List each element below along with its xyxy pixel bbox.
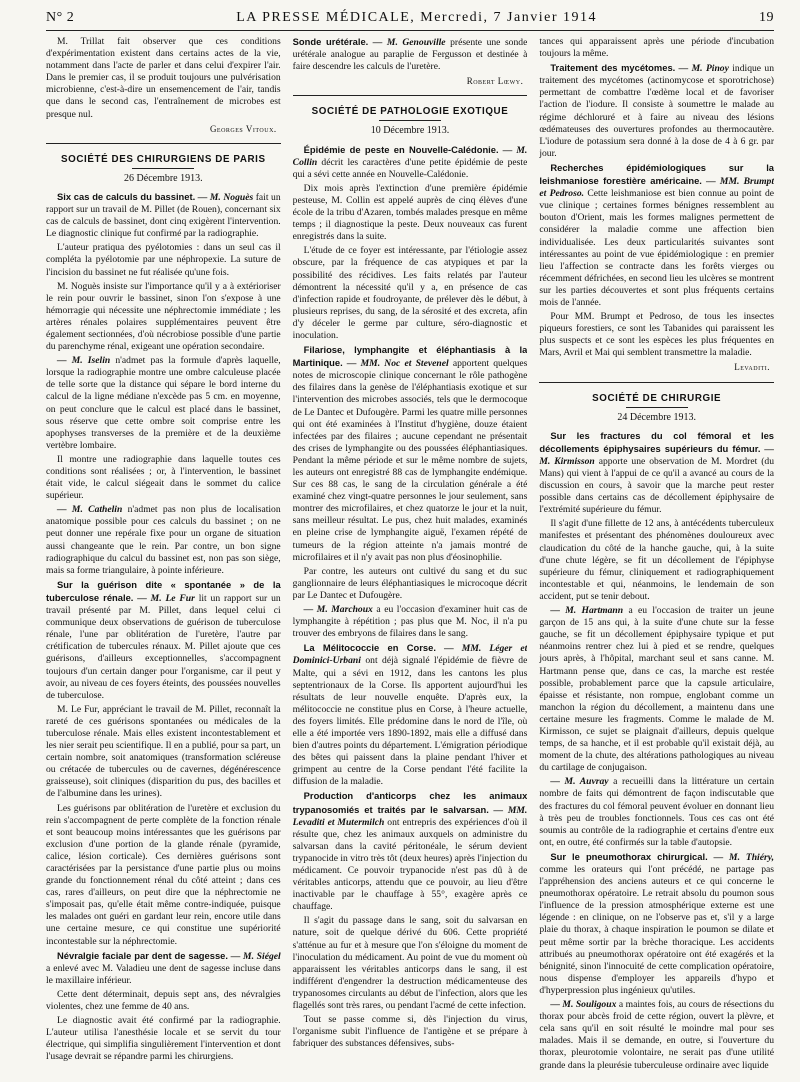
author: — MM. Brumpt et Pedroso. bbox=[539, 176, 774, 200]
article-paragraph bbox=[539, 999, 774, 1072]
section-title: SOCIÉTÉ DE PATHOLOGIE EXOTIQUE bbox=[311, 106, 509, 118]
article-paragraph bbox=[293, 642, 528, 788]
author: — M. Thiéry, bbox=[713, 851, 775, 863]
article-paragraph bbox=[539, 605, 774, 774]
article-paragraph bbox=[46, 950, 281, 987]
article-heading: Traitement des mycétomes. bbox=[550, 62, 676, 74]
paragraph: M. Trillat fait observer que ces conditions d'expérimentation existent dans certains actes de la vie, notamment dans l'acte de parler et dans celui d'expirer l'air. Dans le premier cas, il se produit toujours une pulvérisation microbienne, c'est-à-dire un ensemencement de l'air, tandis que dans le second cas, l'entraînement de microbes est presque nul. bbox=[46, 36, 281, 120]
article-text: lit un rapport sur un travail présenté par M. Pillet, dans lequel celui ci communique deux observations de guérison de tuberculose rénale, l'une par oblitération de l'uretère, l'autre par crétification de tubercules rénaux. M. Pillet ajoute que ces guérisons, d'ailleurs exceptionnelles, s'accompagnent toujours d'un certain danger pour l'organisme, car il peut y avoir, au niveau de ces foyers éteints, des poussées nouvelles de tuberculose. bbox=[46, 592, 281, 701]
article-text: a maintes fois, au cours de résections du thorax pour abcès froid de cette région, ouvert la plèvre, et cela sans qu'il en soit résulté le moindre mal pour ses malades. Mais il se demande, en outre, si l'ouverture du thorax, pleurotomie volontaire, ne serait pas d'une utilité grande dans la pleurésie tuberculeuse ordinaire avec liquide bbox=[539, 999, 775, 1071]
section-date: 26 Décembre 1913. bbox=[124, 172, 203, 184]
article-paragraph bbox=[46, 579, 281, 702]
author: — M. Pinoy bbox=[678, 63, 729, 75]
paragraph: Il montre une radiographie dans laquelle toutes ces conditions sont réalisées ; or, à l'intervention, le bassinet était vide, le calcul siégeait dans le sommet du calice supérieur. bbox=[46, 453, 281, 502]
article-heading: Épidémie de peste en Nouvelle-Calédonie. bbox=[303, 143, 499, 155]
article-paragraph bbox=[293, 344, 528, 564]
article-paragraph bbox=[293, 790, 528, 913]
article-paragraph bbox=[539, 62, 774, 160]
author: — M. Collin bbox=[292, 144, 528, 168]
author: — M. Siégel bbox=[230, 950, 281, 962]
article-paragraph bbox=[46, 504, 281, 577]
section-date: 10 Décembre 1913. bbox=[370, 125, 450, 137]
article-heading: Filariose, lymphangite et éléphantiasis à la Martinique. bbox=[292, 344, 528, 369]
signature: Georges Vitoux. bbox=[209, 123, 277, 134]
section-title: SOCIÉTÉ DES CHIRURGIENS DE PARIS bbox=[61, 153, 266, 165]
author: — MM. Noc et Stevenel bbox=[346, 358, 449, 370]
section-date: 24 Décembre 1913. bbox=[617, 411, 696, 423]
paragraph: Les guérisons par oblitération de l'uretère et exclusion du rein s'accompagnent de perte complète de la fonction rénale et sont beaucoup moins intéressantes que les guérisons par exclusion d'une portion de la glande rénale (pyramide, calice, lésion corticale). Ces dernières guérisons sont caractérisées par la persistance d'une partie plus ou moins grande du fonctionnement rénal du côté atteint ; dans ces cas, rares d'ailleurs, on peut dire que la néphrectomie ne s'imposait pas, qu'elle était même contre-indiquée, puisque les malades ont guéri en gardant leur rein, encore utile dans une certaine mesure, ce qui constitue une supériorité incontestable sur la néphrectomie. bbox=[46, 802, 281, 947]
article-paragraph bbox=[46, 191, 281, 240]
article-text: a eu l'occasion de traiter un jeune garçon de 15 ans qui, à la suite d'une chute sur la fesse gauche, se fit un décollement épiphysaire typique et put néanmoins rentrer chez lui à pied et se rendre, quelques jours après, à l'hôpital, marchant seul et sans canne. M. Hartmann pense que, dans ce cas, la marche est restée possible, probablement parce que la capsule articulaire, épaisse et résistante, non rompue, englobant comme un manchon la région du décollement, a maintenu dans une certaine mesure les fragments. Comme le malade de M. Kirmisson, ce sujet se plaignait d'ailleurs, depuis quelque temps, de sa hanche, et il est probable qu'il existait déjà, au moment de la chute, des altérations pathologiques au niveau du cartilage de conjugaison. bbox=[539, 605, 775, 774]
article-text: comme les orateurs qui l'ont précédé, ne partage pas l'appréhension des anciens auteurs et ce qui concerne le pneumothorax opératoire. Le retrait absolu du poumon sous l'influence de la pression atmosphérique externe est une légende : en clinique, on ne l'observe pas et, s'il y a large plaie du thorax, à chaque inspiration le poumon se dilate et peut même sortir par la brèche thoracique. Les accidents attribués au pneumothorax opératoire ont été exagérés et la bénignité, sinon l'innocuité de cette complication opératoire, nous dispense d'employer les appareils d'hypo et d'hyperpression plus ingénieux qu'utiles. bbox=[539, 864, 775, 996]
article-paragraph bbox=[293, 604, 528, 640]
divider bbox=[46, 143, 281, 144]
article-text: a recueilli dans la littérature un certain nombre de faits qui démontrent de façon indiscutable que des fractures du col fémoral peuvent évoluer en donnant lieu à très peu de troubles fonctionnels. Tous ces cas ont été soumis au contrôle de la radiographie et certains d'entre eux ont, en outre, été confirmés sur la table d'autopsie. bbox=[539, 776, 775, 848]
journal-title: LA PRESSE MÉDICALE, Mercredi, 7 Janvier 1914 bbox=[236, 10, 597, 25]
article-paragraph bbox=[293, 144, 528, 181]
column-2 bbox=[293, 36, 528, 1078]
article-text: indique un traitement des mycétomes (actinomycose et sporotrichose) permettant de combattre l'œdème local et de favoriser l'action de l'iodure. Il consiste à soumettre le malade au régime déchloruré et à faire au niveau des lésions œdémateuses des ouvertures profondes au thermocautère. L'iodure de potassium sera donné à la dose de 4 à 6 gr. par jour. bbox=[539, 63, 775, 159]
paragraph: Dix mois après l'extinction d'une première épidémie pesteuse, M. Collin est appelé auprès de cinq élèves d'une école de la tribu d'Azaren, tombés malades presque en même temps ; il diagnostique la peste. Deux nouveaux cas furent enregistrés dans la suite. bbox=[292, 182, 528, 243]
paragraph: M. Le Fur, appréciant le travail de M. Pillet, reconnaît la rareté de ces guérisons spontanées ou médicales de la tuberculose rénale. Mais elles existent incontestablement et les nier serait peu scientifique. Il en a publié, pour sa part, un certain nombre, soit anatomiques (transformation scléreuse ou crétacée de tubercules ou de cavernes, dégénérescence graisseuse), soit cliniques (disparition du pus, des bacilles et de l'albumine dans les urines). bbox=[46, 703, 281, 800]
paragraph: L'auteur pratiqua des pyélotomies : dans un seul cas il compléta la pyélotomie par une néphropexie. La suture de l'incision du bassinet ne fut réalisée qu'une fois. bbox=[46, 242, 281, 278]
paragraph: Il s'agit d'une fillette de 12 ans, à antécédents tuberculeux manifestes et présentant des phénomènes douloureux avec claudication du côté de la hanche gauche, qui, à la suite d'une chute légère, se fit un décollement de l'épiphyse supérieure du fémur, cliniquement et radiographiquement incontestable et qui, néanmoins, le lendemain de son accident, put se tenir debout. bbox=[539, 518, 775, 602]
author: — M. Iselin bbox=[57, 355, 111, 367]
title-rule bbox=[379, 120, 441, 121]
article-text: fait un rapport sur un travail de M. Pillet (de Rouen), concernant six cas de calculs de bassinet, dont cinq exigèrent l'intervention. Le diagnostic clinique fut confirmé par la radiographie. bbox=[46, 191, 281, 240]
page-number: 19 bbox=[759, 10, 774, 25]
author: — M. Souligoux bbox=[550, 999, 617, 1011]
title-rule bbox=[626, 407, 688, 408]
article-text: apportent quelques notes de microscopie clinique concernant le rôle pathogène des filaires dans la genèse de l'éléphantiasis exotique et sur l'intervention des microbes associés, tels que le dermocoque de Le Dantec et Dufougère. Parmi les quatre mille personnes qui ont été examinées à l'Institut d'hygiène, douze étaient infectées par des filaires ; aucune cependant ne présentait des crises de lymphangite ou des poussées éléphantiasiques. Pendant la même période et sur le même nombre de sujets, les auteurs ont enregistré 88 cas de lymphangite endémique. Sur ces 88 cas, le sang de la circulation générale a été examiné chez vingt-quatre personnes le jour seulement, sans montrer des microfilaires, et chez quatorze le jour et la nuit, sans meilleur résultat. Le pus, chez huit malades, examinés en pleine crise de lymphangite aiguë, l'examen répété de tumeurs de la région atteinte n'a jamais montré de microfilaires et il n'y avait pas non plus d'éosinophilie. bbox=[292, 358, 528, 563]
page-header bbox=[46, 6, 774, 31]
paragraph: Pour MM. Brumpt et Pedroso, de tous les insectes piqueurs forestiers, ce sont les Tabanides qui paraissent les plus suspects et ce sont les espèces les plus fréquentes en Mars, Avril et Mai qui semblent transmettre la maladie. bbox=[539, 311, 775, 359]
article-heading: Sur la guérison dite « spontanée » de la tuberculose rénale. bbox=[46, 578, 281, 603]
author: — M. Kirmisson bbox=[539, 443, 775, 467]
article-text: n'admet pas la formule d'après laquelle, lorsque la radiographie montre une ombre calculeuse placée de telle sorte que la distance qui sépare le bord interne du calcul de la ligne médiane n'excède pas 5 cm. en moyenne, on peut conclure que le calcul est placé dans le bassinet, sous réserve que cette ombre soit comprise entre les apophyses transverses de la première et de la deuxième vertèbre lombaire. bbox=[46, 355, 281, 451]
paragraph: Par contre, les auteurs ont cultivé du sang et du suc ganglionnaire de leurs éléphantiasiques le microcoque décrit par Le Dantec et Dufougère. bbox=[292, 565, 528, 601]
article-heading: Névralgie faciale par dent de sagesse. bbox=[57, 949, 228, 961]
article-paragraph bbox=[46, 355, 281, 452]
author: — M. Noguès bbox=[197, 191, 254, 203]
article-heading: La Mélitococcie en Corse. bbox=[303, 642, 436, 654]
article-paragraph bbox=[539, 162, 774, 309]
article-text: décrit les caractères d'une petite épidémie de peste qui a sévi cette année en Nouvelle-Calédonie. bbox=[292, 156, 528, 180]
article-text: a enlevé avec M. Valadieu une dent de sagesse incluse dans le maxillaire inférieur. bbox=[46, 962, 281, 986]
paragraph: M. Noguès insiste sur l'importance qu'il y a à extérioriser le rein pour ouvrir le bassinet, sinon l'on s'expose à une hémorragie qui nécessite une néphrectomie immédiate ; les artères rénales polaires supplémentaires peuvent être également sectionnées, d'où nécrobiose possible d'une partie du parenchyme rénal, exigeant une opération secondaire. bbox=[46, 280, 281, 353]
author: — M. Hartmann bbox=[550, 605, 624, 617]
issue-number: N° 2 bbox=[46, 10, 75, 25]
signature: Robert Lœwy. bbox=[466, 76, 524, 87]
article-text: ont entrepris des expériences d'où il résulte que, chez les animaux auxquels on administre du salvarsan dans la cavité péritonéale, le sérum devient trypanocide in vitro très tôt (deux heures) après l'injection du médicament. Ce pouvoir trypanocide n'est pas dû à de véritables anticorps, attendu que ce pouvoir, au lieu d'être inactivable par le chauffage à 55°, exagère après ce chauffage. bbox=[292, 816, 528, 913]
author: — M. Genouville bbox=[372, 37, 446, 48]
author: — MM. Levaditi et Mutermilch bbox=[292, 804, 528, 828]
article-heading: Sur les fractures du col fémoral et les décollements épiphysaires supérieurs du fémur. bbox=[539, 429, 775, 454]
article-heading: Sonde urétérale. bbox=[292, 36, 369, 47]
column-3 bbox=[539, 36, 774, 1078]
paragraph: Il s'agit du passage dans le sang, soit du salvarsan en nature, soit de quelque dérivé du 606. Cette propriété s'atténue au fur et à mesure que l'on s'éloigne du moment de l'inoculation du médicament. Au point de vue du moment où apparaissent les véritables anticorps dans le sang, il est indifférent d'engendrer la destruction médicamenteuse des trypanosomes circulants au début de l'infection, alors que les flagellés sont très rares, ou pendant l'acmé de cette infection. bbox=[292, 915, 528, 1012]
article-text: n'admet pas non plus de localisation anatomique possible pour ces calculs du bassinet ; on ne peut donner une repérale fixe pour un organe de situation aussi changeante que le rein. Par contre, un bon signe radiographique du calcul du bassinet est, non pas son siège, mais sa forme triangulaire, à pointe inférieure. bbox=[46, 504, 281, 576]
signature: Levaditi. bbox=[734, 362, 771, 373]
article-paragraph bbox=[539, 430, 774, 517]
author: — MM. Léger et Dominici-Urbani bbox=[292, 643, 528, 667]
article-heading: Production d'anticorps chez les animaux trypanosomiés et traités par le salvarsan. bbox=[292, 790, 528, 815]
article-paragraph bbox=[539, 776, 774, 849]
paragraph: tances qui apparaissent après une période d'incubation toujours la même. bbox=[539, 36, 775, 60]
author: — M. Le Fur bbox=[137, 592, 195, 604]
article-text: apporte une observation de M. Mordret (du Mans) qui vient à l'appui de ce qu'il a avancé au cours de la discussion en cours, à savoir que la marche peut rester possible dans certains cas de décollement épiphysaire de l'extrémité supérieure du fémur. bbox=[539, 455, 775, 516]
article-columns bbox=[46, 36, 774, 1078]
column-1 bbox=[46, 36, 281, 1078]
article-text: Cette leishmaniose est bien connue au point de vue clinique ; certaines formes bénignes ressemblent au bouton d'Orient, mais les formes malignes permettent de considérer la maladie comme une affection bien individualisée. Les deux particularités suivantes sont intéressantes au point de vue épidémiologique : en premier lieu l'affection se contracte dans les forêts vierges ou récemment défrichées, en second lieu les ulcères se montrent sur les parties découvertes et sont plus fréquents certains mois de l'année. bbox=[539, 188, 775, 308]
author: — M. Marchoux bbox=[303, 604, 373, 616]
article-heading: Sur le pneumothorax chirurgical. bbox=[550, 850, 708, 862]
title-rule bbox=[132, 168, 194, 169]
paragraph: L'étude de ce foyer est intéressante, par l'étiologie assez obscure, par la fréquence de cas atypiques et par la possibilité des récidives. Les faits relatés par l'auteur démontrent la nécessité qu'il y a, en présence de cas d'infection rapide et foudroyante, de prélever dès le début, à plusieurs reprises, du sang, de la sérosité et des excreta, afin d'y déceler le germe par culture, séro-diagnostic et inoculation. bbox=[292, 245, 528, 341]
article-paragraph bbox=[539, 851, 774, 997]
article-heading: Recherches épidémiologiques sur la leishmaniose forestière américaine. bbox=[539, 161, 775, 187]
article-text: ont déjà signalé l'épidémie de fièvre de Malte, qui a sévi en 1912, dans les cantons les plus septentrionaux de la Corse. Ils apportent aujourd'hui les résultats de leur nouvelle enquête. D'après eux, la mélitococcie ne constitue plus en Corse, à l'heure actuelle, des foyers limités. Elle prédomine dans le nord de l'île, où elle a été importée vers 1890-1892, mais elle a diffusé dans bien d'autres points du département. L'émigration périodique des bêtes qui paissent dans la plaine pendant l'hiver et grimpent au centre de la Corse pendant l'été facilite la diffusion de la maladie. bbox=[292, 655, 528, 788]
article-paragraph bbox=[293, 36, 528, 73]
article-text: a eu l'occasion d'examiner huit cas de lymphangite à répétition ; pas plus que M. Noc, il n'a pu trouver des embryons de filaires dans le sang. bbox=[292, 604, 528, 640]
paragraph: Tout se passe comme si, dès l'injection du virus, l'organisme subit l'influence de l'antigène et se prépare à fabriquer des substances défensives, subs- bbox=[292, 1014, 528, 1050]
author: — M. Auvray bbox=[550, 776, 609, 788]
paragraph: Cette dent déterminait, depuis sept ans, des névralgies violentes, chez une femme de 40 ans. bbox=[46, 988, 281, 1013]
article-text: présente une sonde urétérale analogue au paraplie de Fergusson et destinée à faire descendre les calculs de l'uretère. bbox=[292, 37, 528, 73]
article-heading: Six cas de calculs du bassinet. bbox=[57, 190, 196, 202]
divider bbox=[293, 95, 528, 96]
paragraph: Le diagnostic avait été confirmé par la radiographie. L'auteur utilisa l'anesthésie locale et se servit du tour électrique, qui simplifia singulièrement l'intervention et dont l'usage devrait se répandre parmi les chirurgiens. bbox=[46, 1015, 281, 1063]
divider bbox=[539, 382, 774, 383]
section-title: SOCIÉTÉ DE CHIRURGIE bbox=[592, 392, 722, 404]
author: — M. Cathelin bbox=[57, 504, 123, 516]
